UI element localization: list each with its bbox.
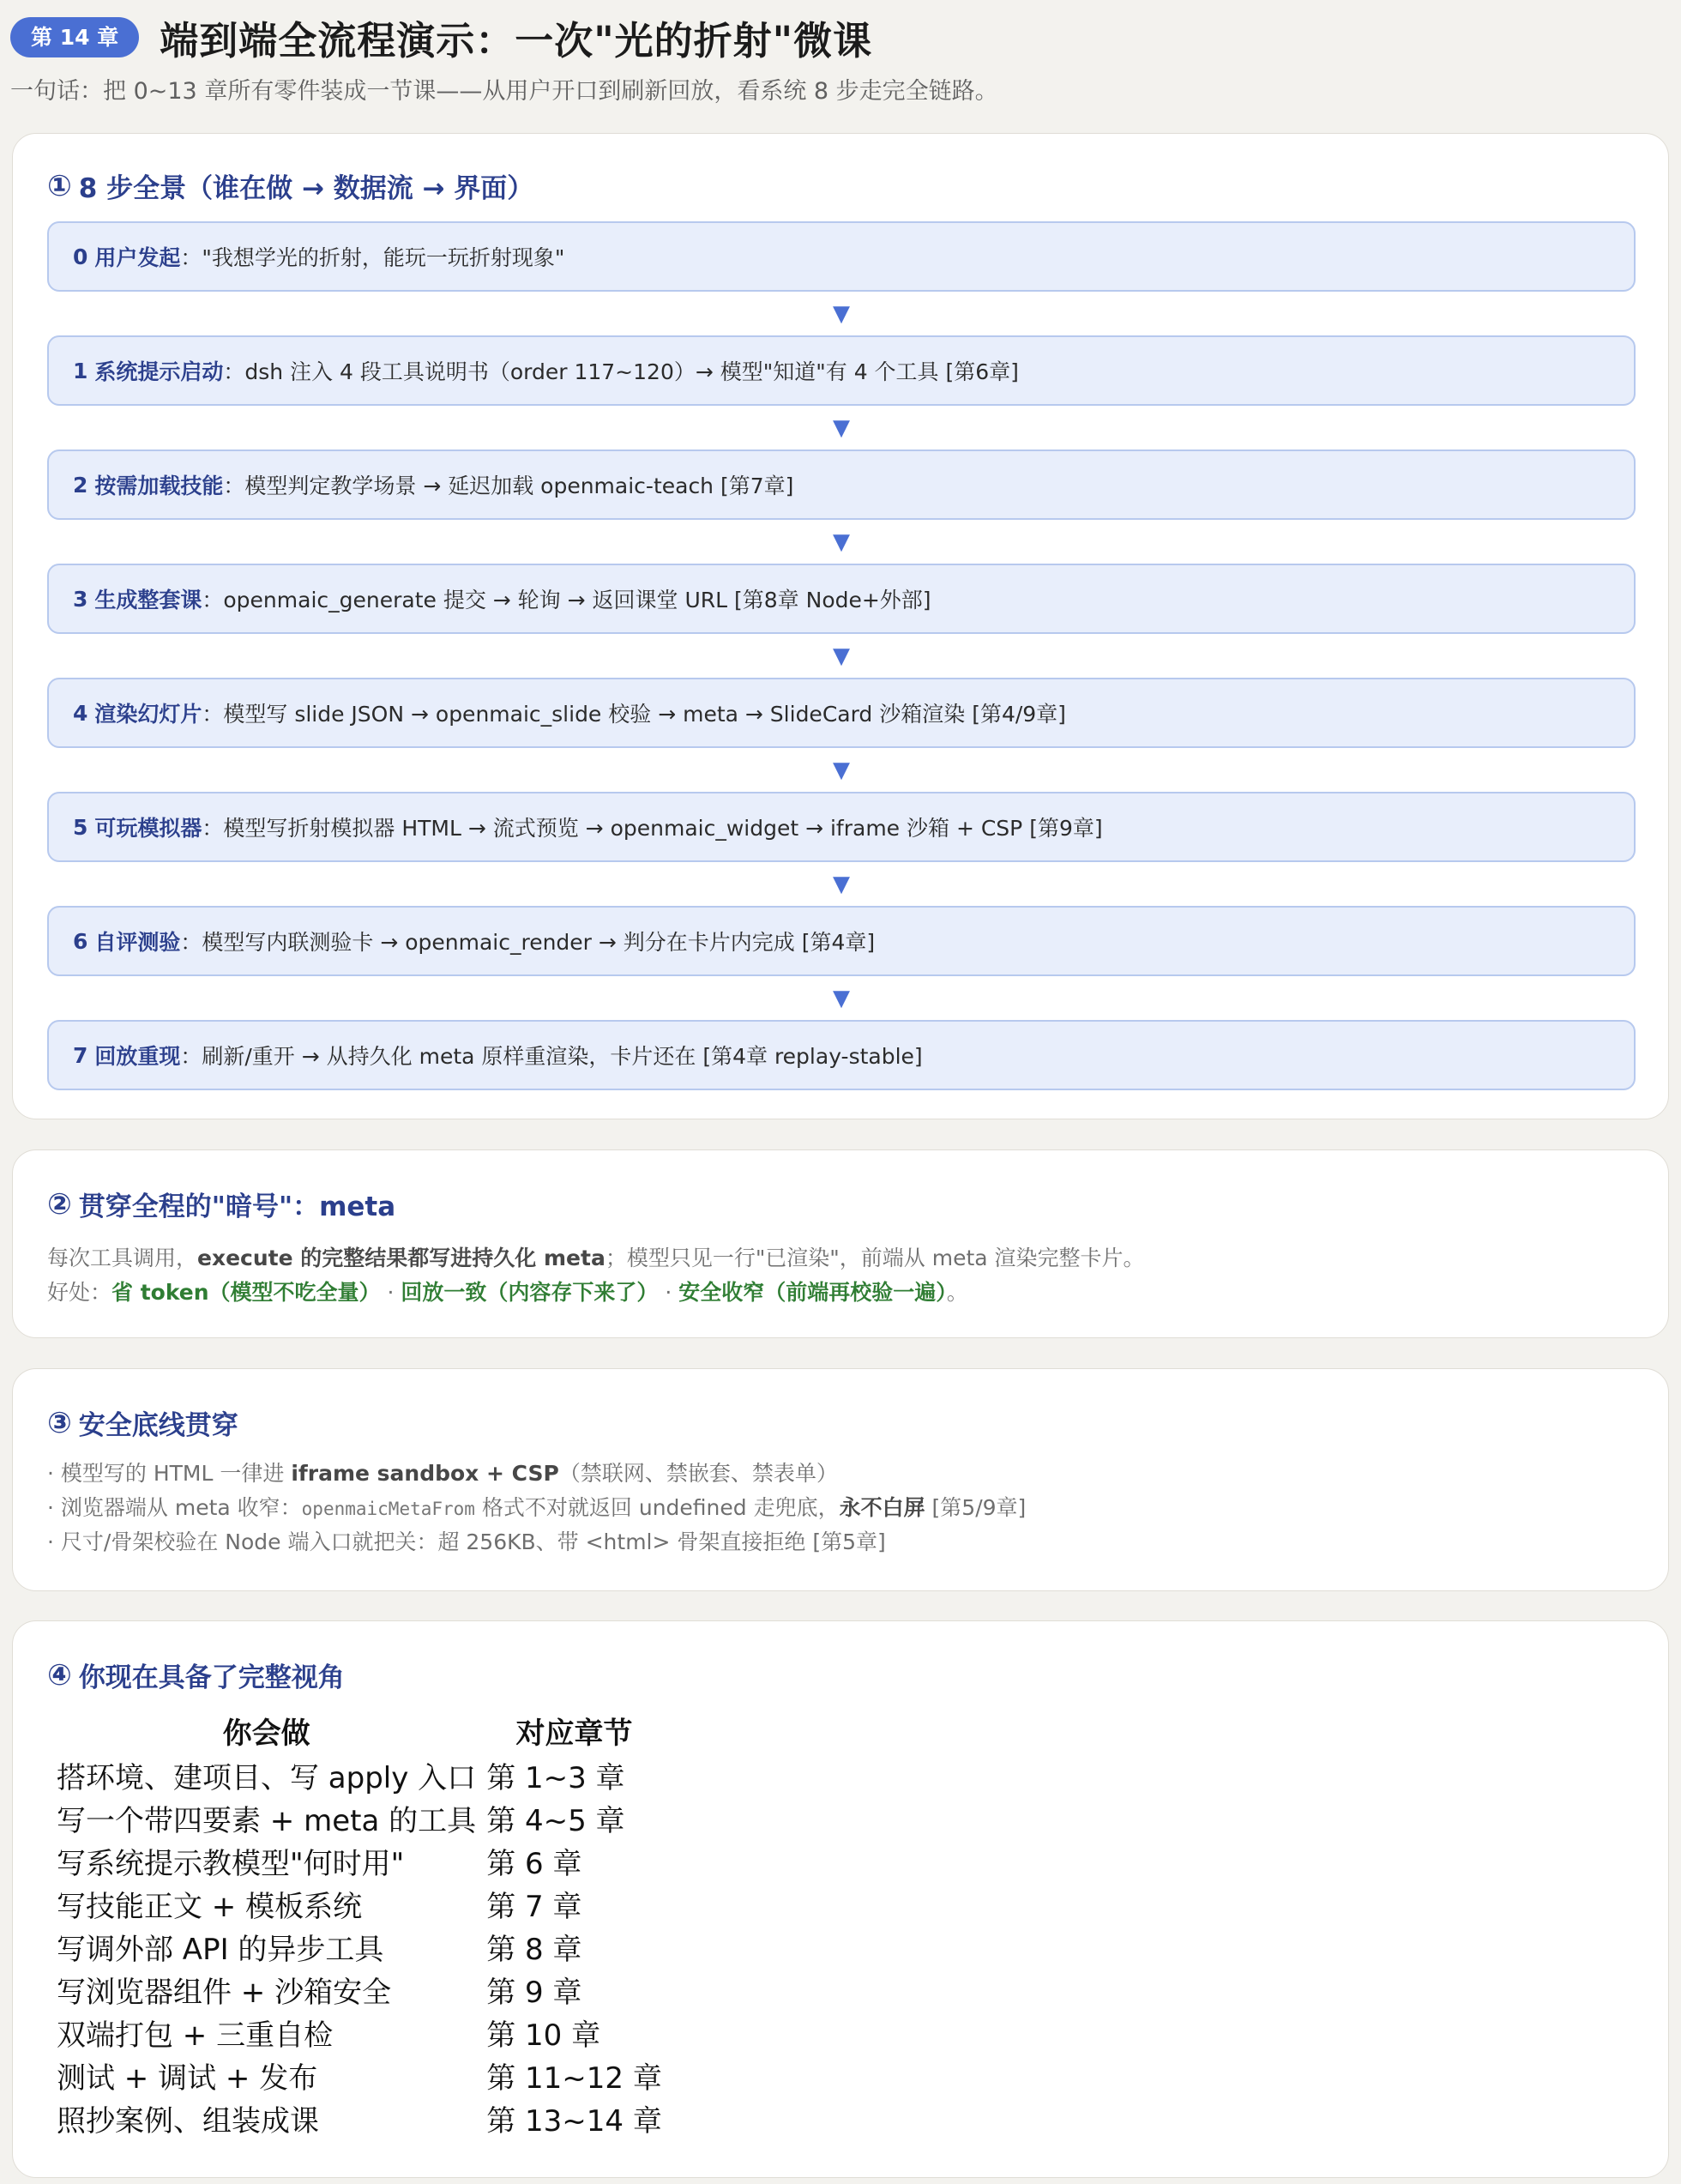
section-title [47, 1185, 395, 1223]
table-row [51, 1968, 667, 2011]
separator: · [380, 1280, 401, 1305]
emphasis-text: execute 的完整结果都写进持久化 meta [197, 1246, 606, 1270]
benefit-security: 安全收窄（前端再校验一遍） [678, 1280, 947, 1305]
step-label: 系统提示启动 [94, 359, 224, 384]
step-2 [47, 449, 1636, 520]
step-label: 按需加载技能 [94, 474, 224, 498]
text: 。 [946, 1280, 968, 1305]
chapter-cell: 第 11~12 章 [486, 2060, 662, 2096]
step-label: 生成整套课 [94, 588, 202, 612]
column-header-chapter: 对应章节 [515, 1716, 633, 1751]
down-arrow-icon: ▼ [833, 643, 850, 669]
chapter-cell: 第 7 章 [486, 1889, 582, 1924]
meta-card [12, 1149, 1669, 1338]
chapter-cell: 第 1~3 章 [486, 1760, 625, 1795]
step-1 [47, 335, 1636, 406]
section-title-text: 贯穿全程的"暗号"：meta [78, 1192, 396, 1222]
chapter-cell: 第 10 章 [486, 2018, 601, 2053]
down-arrow-icon: ▼ [833, 300, 850, 327]
chapter-cell: 第 9 章 [486, 1975, 582, 2010]
text: 每次工具调用， [47, 1246, 198, 1270]
skills-table [51, 1707, 667, 2139]
step-text: ：刷新/重开 → 从持久化 meta 原样重渲染，卡片还在 [第4章 replay-stable] [180, 1044, 923, 1069]
security-bullet-3: · 尺寸/骨架校验在 Node 端入口就把关：超 256KB、带 <html> 骨架直接拒绝 [第5章] [47, 1529, 886, 1554]
table-row [51, 2097, 667, 2139]
step-4 [47, 678, 1636, 748]
section-title-text: 安全底线贯穿 [78, 1410, 238, 1441]
text: （禁联网、禁嵌套、禁表单） [558, 1461, 838, 1486]
meta-explanation [47, 1241, 1145, 1272]
table-row [51, 1753, 667, 1796]
title-row [0, 9, 1681, 65]
skill-cell: 写一个带四要素 + meta 的工具 [57, 1803, 477, 1838]
column-header-skill: 你会做 [222, 1716, 310, 1751]
table-row [51, 1925, 667, 1968]
emphasis-text: iframe sandbox + CSP [291, 1461, 559, 1486]
section-title-text: 8 步全景（谁在做 → 数据流 → 界面） [78, 173, 534, 204]
step-3 [47, 564, 1636, 634]
text: [第5/9章] [925, 1495, 1027, 1520]
steps-flow [47, 221, 1636, 1090]
code-text: openmaicMetaFrom [301, 1499, 475, 1519]
step-5 [47, 792, 1636, 862]
table-row [51, 1796, 667, 1839]
security-bullet-1 [47, 1457, 838, 1487]
table-row [51, 2054, 667, 2097]
section-title [47, 1656, 345, 1694]
step-text: ：模型写 slide JSON → openmaic_slide 校验 → meta → SlideCard 沙箱渲染 [第4/9章] [202, 702, 1066, 727]
step-0 [47, 221, 1636, 292]
step-text: ：模型写内联测验卡 → openmaic_render → 判分在卡片内完成 [第4章] [180, 930, 876, 955]
section-title [47, 1403, 238, 1442]
step-text: ：模型判定教学场景 → 延迟加载 openmaic-teach [第7章] [223, 474, 794, 498]
skill-cell: 照抄案例、组装成课 [57, 2103, 319, 2139]
down-arrow-icon: ▼ [833, 528, 850, 555]
benefit-replay: 回放一致（内容存下来了） [401, 1280, 659, 1305]
step-text: ："我想学光的折射，能玩一玩折射现象" [180, 245, 565, 270]
security-bullet-2 [47, 1491, 1026, 1522]
down-arrow-icon: ▼ [833, 985, 850, 1011]
step-number: 3 [73, 586, 88, 612]
chapter-cell: 第 6 章 [486, 1846, 582, 1881]
step-label: 回放重现 [94, 1044, 181, 1069]
benefit-token: 省 token（模型不吃全量） [111, 1280, 381, 1305]
step-number: 6 [73, 928, 88, 954]
skills-card [12, 1620, 1669, 2178]
step-text: ：openmaic_generate 提交 → 轮询 → 返回课堂 URL [第8章 Node+外部] [202, 588, 931, 612]
step-7 [47, 1020, 1636, 1090]
table-header-row [51, 1707, 667, 1753]
skill-cell: 搭环境、建项目、写 apply 入口 [57, 1760, 477, 1795]
step-label: 渲染幻灯片 [94, 702, 202, 727]
page-header [0, 0, 1681, 106]
steps-card [12, 133, 1669, 1119]
table-row [51, 1839, 667, 1882]
chapter-badge: 第 14 章 [10, 17, 139, 57]
skill-cell: 写调外部 API 的异步工具 [57, 1932, 384, 1967]
step-number: 0 [73, 244, 88, 269]
skill-cell: 双端打包 + 三重自检 [57, 2018, 334, 2053]
skill-cell: 写技能正文 + 模板系统 [57, 1889, 363, 1924]
circled-number: ③ [47, 1405, 72, 1440]
step-number: 5 [73, 814, 88, 840]
step-number: 4 [73, 700, 88, 726]
section-title [47, 166, 533, 205]
text: ；模型只见一行"已渲染"，前端从 meta 渲染完整卡片。 [605, 1246, 1145, 1270]
table-row [51, 2011, 667, 2054]
skill-cell: 写系统提示教模型"何时用" [57, 1846, 405, 1881]
skill-cell: 测试 + 调试 + 发布 [57, 2060, 318, 2096]
table-row [51, 1882, 667, 1925]
step-label: 自评测验 [94, 930, 181, 955]
step-text: ：模型写折射模拟器 HTML → 流式预览 → openmaic_widget → iframe 沙箱 + CSP [第9章] [202, 816, 1103, 841]
down-arrow-icon: ▼ [833, 414, 850, 441]
step-number: 7 [73, 1042, 88, 1068]
text: · 浏览器端从 meta 收窄： [47, 1495, 302, 1520]
page-subtitle: 一句话：把 0~13 章所有零件装成一节课——从用户开口到刷新回放，看系统 8 步走完全链路。 [10, 78, 998, 105]
step-label: 可玩模拟器 [94, 816, 202, 841]
circled-number: ④ [47, 1657, 72, 1692]
chapter-cell: 第 13~14 章 [486, 2103, 662, 2139]
text: · 模型写的 HTML 一律进 [47, 1461, 292, 1486]
text: 格式不对就返回 undefined 走兜底， [474, 1495, 840, 1520]
step-number: 2 [73, 472, 88, 498]
page-title: 端到端全流程演示：一次"光的折射"微课 [160, 17, 873, 63]
section-title-text: 你现在具备了完整视角 [78, 1662, 345, 1693]
skill-cell: 写浏览器组件 + 沙箱安全 [57, 1975, 392, 2010]
chapter-cell: 第 4~5 章 [486, 1803, 625, 1838]
step-text: ：dsh 注入 4 段工具说明书（order 117~120）→ 模型"知道"有 4 个工具 [第6章] [223, 359, 1019, 384]
benefits-label: 好处： [47, 1280, 112, 1305]
step-label: 用户发起 [94, 245, 181, 270]
step-6 [47, 906, 1636, 976]
security-card [12, 1368, 1669, 1591]
step-number: 1 [73, 358, 88, 383]
emphasis-text: 永不白屏 [839, 1495, 925, 1520]
meta-benefits [47, 1276, 968, 1306]
circled-number: ① [47, 168, 72, 203]
down-arrow-icon: ▼ [833, 757, 850, 783]
circled-number: ② [47, 1186, 72, 1222]
separator: · [658, 1280, 679, 1305]
down-arrow-icon: ▼ [833, 871, 850, 897]
chapter-cell: 第 8 章 [486, 1932, 582, 1967]
